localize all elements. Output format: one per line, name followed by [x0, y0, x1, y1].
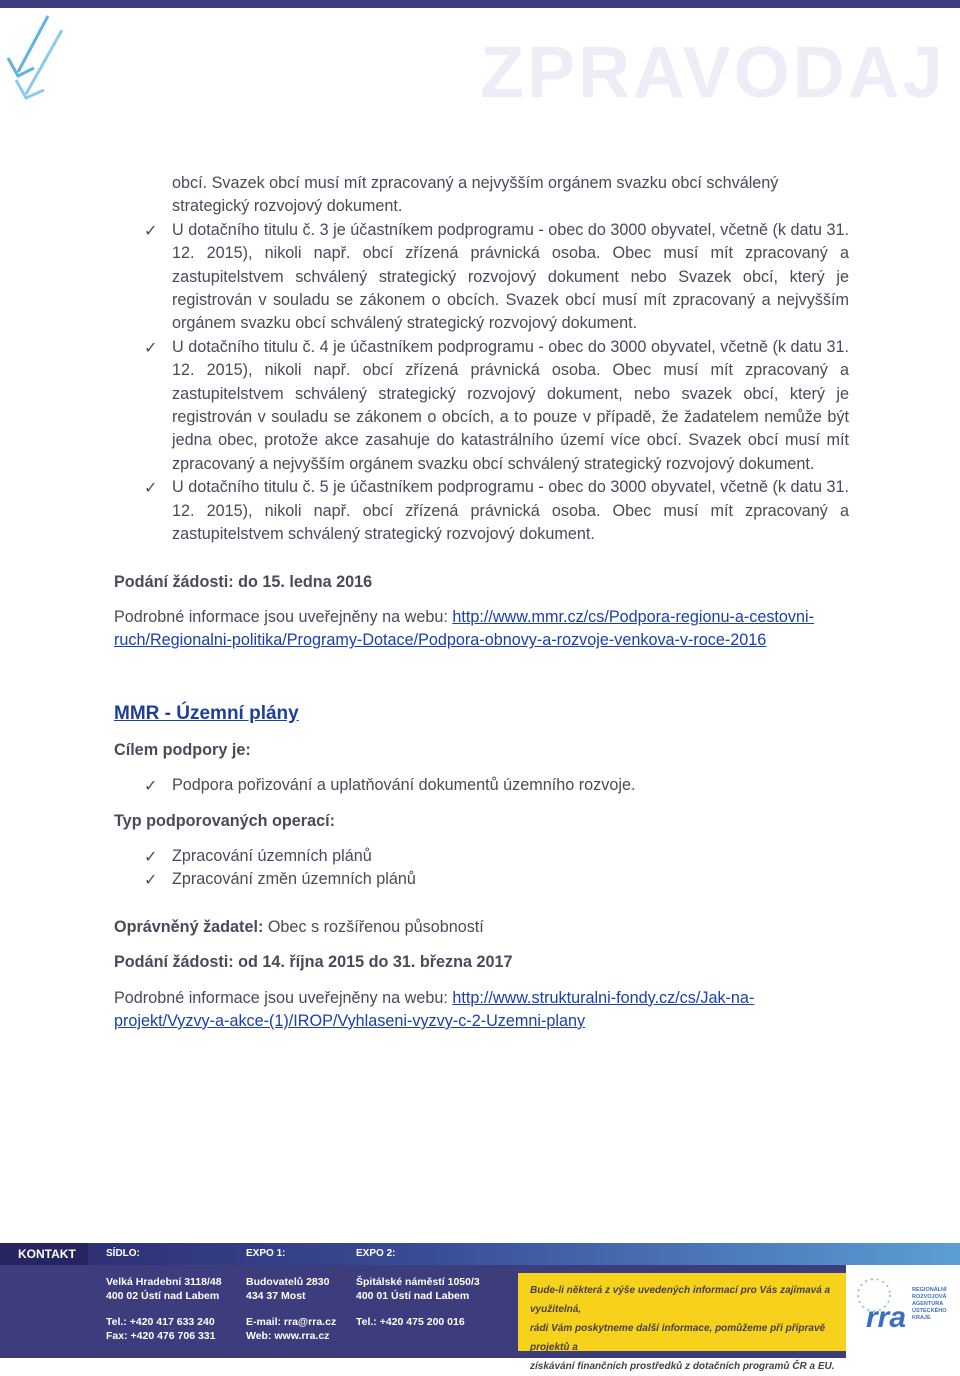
expo1-line: 434 37 Most [246, 1290, 306, 1302]
intro-paragraph [114, 172, 849, 219]
info-link-1[interactable]: http://www.mmr.cz/cs/Podpora-regionu-a-cestovni-ruch/Regionalni-politika/Programy-Dotace/Podpora-obnovy-a-rozvoje-venkova-v-roce-2016 [114, 607, 815, 650]
deadline-2: Podání žádosti: od 14. října 2015 do 31. března 2017 [114, 953, 513, 972]
list-item-text: Zpracování územních plánů [172, 846, 372, 865]
intro-line: obcí. Svazek obcí musí mít zpracovaný a nejvyšším orgánem svazku obcí schválený [172, 174, 779, 192]
list-item-text: Zpracování změn územních plánů [172, 870, 416, 889]
intro-line: strategický rozvojový dokument. [172, 197, 403, 216]
top-bar [0, 0, 960, 8]
expo2-label: EXPO 2: [356, 1248, 396, 1259]
applicant-line [114, 916, 849, 939]
applicant-label: Oprávněný žadatel: [114, 917, 264, 936]
expo2-line: Špitálské náměstí 1050/3 [356, 1276, 480, 1288]
footer [0, 1243, 960, 1372]
footer-header-bar [0, 1243, 960, 1265]
section-heading: MMR - Územní plány [114, 702, 299, 724]
list-item-text: U dotačního titulu č. 5 je účastníkem podprogramu - obec do 3000 obyvatel, včetně (k datu 31. 12. 2015), nikoli např. obcí zřízená právnická osoba. Obec musí mít zpracovaný a zastupitelstvem schválený strategický rozvojový dokument. [172, 478, 849, 544]
footer-notice [518, 1273, 846, 1372]
notice-line: Bude-li některá z výše uvedených informací pro Vás zajímavá a využitelná, [530, 1285, 831, 1315]
logo-text: rra [866, 1301, 907, 1334]
masthead-title: ZPRAVODAJ [480, 33, 946, 113]
sidlo-phone: Tel.: +420 417 633 240 [106, 1316, 215, 1328]
info-paragraph-1 [114, 606, 849, 653]
expo1-web: Web: www.rra.cz [246, 1330, 330, 1342]
list-item [114, 476, 849, 546]
checkmark-icon: ✓ [144, 846, 158, 866]
tag-line: ÚSTECKÉHO KRAJE [912, 1308, 947, 1321]
footer-body [0, 1265, 960, 1372]
deadline-1: Podání žádosti: do 15. ledna 2016 [114, 572, 373, 591]
info-prefix: Podrobné informace jsou uveřejněny na webu: [114, 988, 453, 1007]
sidlo-line: 400 02 Ústí nad Labem [106, 1290, 220, 1302]
notice-line: rádi Vám poskytneme další informace, pomůžeme při přípravě projektů a [530, 1323, 826, 1353]
expo1-address [246, 1275, 336, 1343]
list-item [114, 336, 849, 476]
expo1-line: Budovatelů 2830 [246, 1276, 330, 1288]
expo1-email: E-mail: rra@rra.cz [246, 1316, 337, 1328]
arrows-icon [0, 0, 80, 110]
info-prefix: Podrobné informace jsou uveřejněny na webu: [114, 607, 453, 626]
info-paragraph-2 [114, 987, 849, 1034]
checkmark-icon: ✓ [144, 220, 158, 240]
list-item-text: Podpora pořizování a uplatňování dokumentů územního rozvoje. [172, 776, 636, 795]
expo2-phone: Tel.: +420 475 200 016 [356, 1316, 465, 1328]
expo2-address [356, 1275, 480, 1329]
list-item [114, 219, 849, 336]
tag-line: ROZVOJOVÁ [912, 1294, 947, 1300]
rra-logo [846, 1265, 960, 1358]
expo2-line: 400 01 Ústí nad Labem [356, 1290, 470, 1302]
list-item-text: U dotačního titulu č. 4 je účastníkem podprogramu - obec do 3000 obyvatel, včetně (k datu 31. 12. 2015), nikoli např. obcí zřízená právnická osoba. Obec musí mít zpracovaný a zastupitelstvem schválený strategický rozvojový dokument, nebo svazek obcí, který je registrován v souladu se zákonem o obcích, a to pouze v případě, že žadatelem nemůže být jedna obec, protože akce zasahuje do katastrálního území více obcí. Svazek obcí musí mít zpracovaný a nejvyšším orgánem svazku obcí schválený strategický rozvojový dokument. [172, 337, 849, 473]
info-link-2[interactable]: http://www.strukturalni-fondy.cz/cs/Jak-na-projekt/Vyzvy-a-akce-(1)/IROP/Vyhlaseni-vyzvy-c-2-Uzemni-plany [114, 988, 755, 1030]
sidlo-label: SÍDLO: [106, 1248, 140, 1259]
ops-label: Typ podporovaných operací: [114, 811, 335, 830]
main-content [114, 172, 849, 1033]
checkmark-icon: ✓ [144, 478, 158, 498]
sidlo-fax: Fax: +420 476 706 331 [106, 1330, 216, 1342]
sidlo-address [106, 1275, 222, 1343]
tag-line: REGIONÁLNÍ [912, 1287, 947, 1293]
checkmark-icon: ✓ [144, 870, 158, 890]
notice-line: získávání finančních prostředků z dotačních programů ČR a EU. [530, 1361, 835, 1372]
sidlo-line: Velká Hradební 3118/48 [106, 1276, 222, 1288]
expo1-label: EXPO 1: [246, 1248, 286, 1259]
applicant-value: Obec s rozšířenou působností [263, 917, 484, 936]
checkmark-icon: ✓ [144, 776, 158, 796]
tag-line: AGENTURA [912, 1301, 944, 1307]
logo-tagline [912, 1287, 960, 1322]
list-item-text: U dotačního titulu č. 3 je účastníkem podprogramu - obec do 3000 obyvatel, včetně (k datu 31. 12. 2015), nikoli např. obcí zřízená právnická osoba. Obec musí mít zpracovaný a zastupitelstvem schválený strategický rozvojový dokument nebo Svazek obcí, který je registrován v souladu se zákonem o obcích. Svazek obcí musí mít zpracovaný a nejvyšším orgánem svazku obcí schválený strategický rozvojový dokument. [172, 220, 849, 333]
footer-kontakt: KONTAKT [0, 1243, 88, 1265]
goal-label: Cílem podpory je: [114, 740, 251, 759]
list-item [114, 868, 849, 891]
checkmark-icon: ✓ [144, 337, 158, 357]
list-item [114, 774, 849, 797]
list-item [114, 845, 849, 868]
